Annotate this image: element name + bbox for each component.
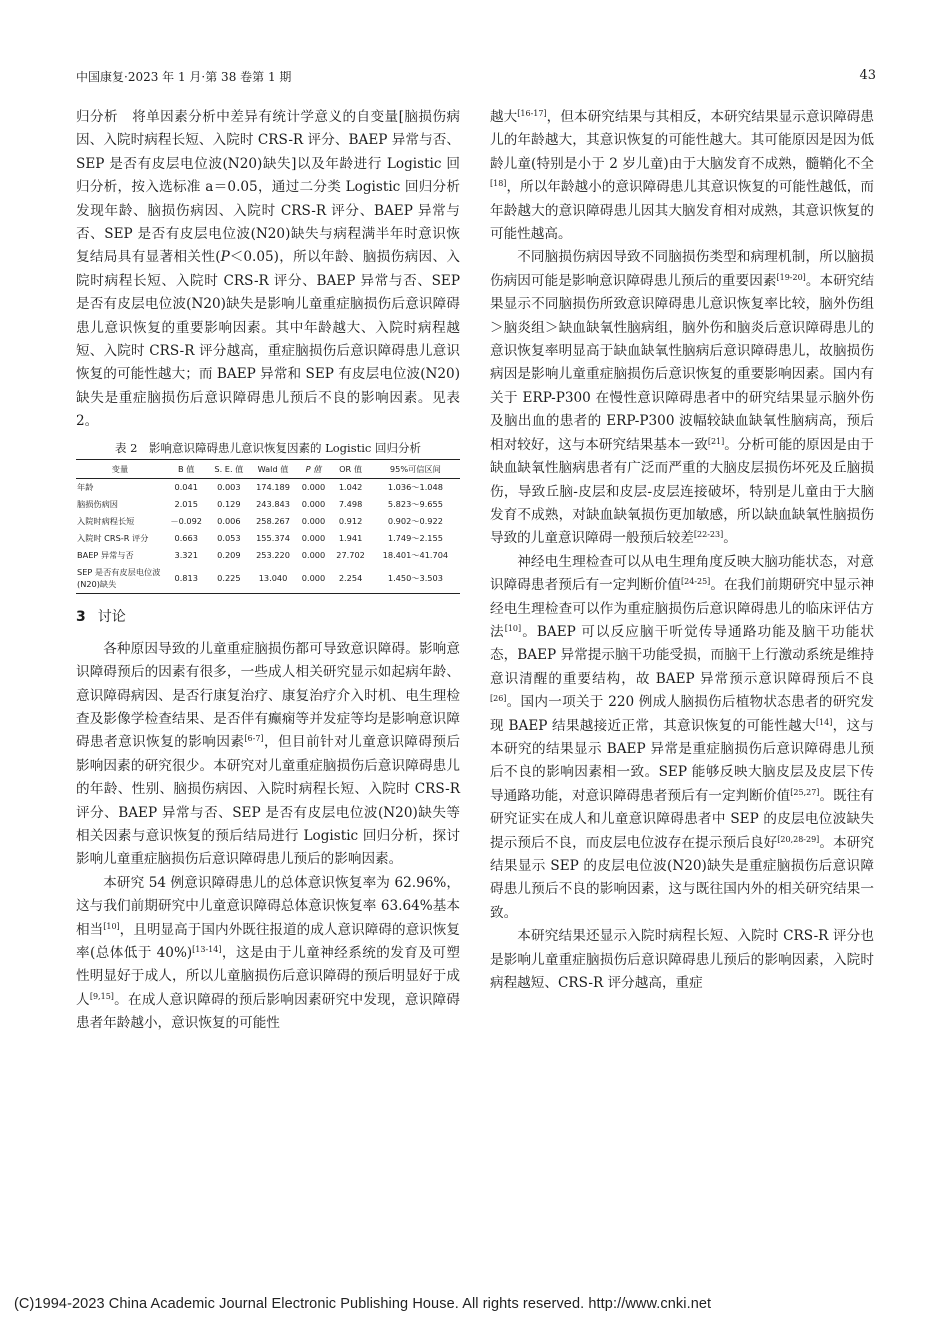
table-cell: 入院时病程长短 (77, 516, 135, 527)
left-column (76, 106, 460, 1036)
header-cell: 变量 (111, 463, 129, 474)
results-paragraph: 归分析 将单因素分析中差异有统计学意义的自变量[脑损伤病因、入院时病程长短、入院时 CRS-R 评分、BAEP 异常与否、SEP 是否有皮层电位波(N20)缺失]以及年龄进行 Logistic 回归分析，按入选标准 a＝0.05，通过二分类 Logistic 回归分析发现年龄、脑损伤病因、入院时 CRS-R 评分、BAEP 异常与否、SEP 是否有皮层电位波(N20)缺失与病程满半年时意识恢复结局具有显著相关性(P＜0.05)，所以年龄、脑损伤病因、入院时病程长短、入院时 CRS-R 评分、BAEP 异常与否、SEP 是否有皮层电位波(N20)缺失是影响儿童重症脑损伤后意识障碍患儿意识恢复的重要影响因素。其中年龄越大、入院时病程越短、入院时 CRS-R 评分越高，重症脑损伤后意识障碍患儿意识恢复的可能性越大；而 BAEP 异常和 SEP 有皮层电位波(N20)缺失是重症脑损伤后意识障碍患儿预后不良的影响因素。见表 2。 (76, 109, 460, 430)
table-cell: SEP 是否有皮层电位波(N20)缺失 (77, 567, 161, 590)
header-cell: P 值 (305, 463, 322, 474)
discussion-paragraph: 神经电生理检查可以从电生理角度反映大脑功能状态，对意识障碍患者预后有一定判断价值[24-25]。在我们前期研究中显示神经电生理检查可以作为重症脑损伤后意识障碍患儿的临床评估方法[10]。BAEP 可以反应脑干听觉传导通路功能及脑干功能状态，BAEP 异常提示脑干功能受损，而脑干上行激动系统是维持意识清醒的重要结构，故 BAEP 异常预示意识障碍预后不良[26]。国内一项关于 220 例成人脑损伤后植物状态患者的研究发现 BAEP 结果越接近正常，其意识恢复的可能性越大[14]，这与本研究的结果显示 BAEP 异常是重症脑损伤后意识障碍患儿预后不良的影响因素相一致。SEP 能够反映大脑皮层及皮层下传导通路功能，对意识障碍患者预后有一定判断价值[25,27]。既往有研究证实在成人和儿童意识障碍患者中 SEP 的皮层电位波缺失提示预后不良，而皮层电位波存在提示预后良好[20,28-29]。本研究结果显示 SEP 的皮层电位波(N20)缺失是重症脑损伤后意识障碍患儿预后不良的影响因素，这与既往国内外的相关研究结果一致。 (490, 553, 875, 921)
table-cell: 7.498 (338, 499, 363, 510)
table-cell: 0.006 (217, 516, 241, 527)
page-number: 43 (859, 68, 876, 83)
header-cell: Wald 值 (257, 463, 289, 474)
table-cell: BAEP 异常与否 (77, 550, 134, 561)
table-header-row (76, 459, 460, 478)
section-number: 3 (76, 608, 86, 625)
table-cell: 0.000 (301, 573, 326, 584)
table-cell: 27.702 (336, 550, 365, 561)
section-title: 讨论 (97, 608, 126, 625)
table-row (76, 530, 460, 547)
table-cell: 258.267 (256, 516, 290, 527)
copyright-footer: (C)1994-2023 China Academic Journal Electronic Publishing House. All rights reserved. http://www.cnki.net (14, 1296, 712, 1312)
table-cell: 0.129 (217, 499, 241, 510)
table-row (76, 496, 460, 513)
table-cell: 18.401～41.704 (382, 550, 449, 561)
header-cell: 95%可信区间 (389, 463, 441, 474)
right-column (490, 106, 874, 995)
table-cell: 0.225 (217, 573, 241, 584)
discussion-paragraph: 本研究 54 例意识障碍患儿的总体意识恢复率为 62.96%，这与我们前期研究中儿童意识障碍总体意识恢复率 63.64%基本相当[10]，且明显高于国内外既往报道的成人意识障碍的意识恢复率(总体低于 40%)[13-14]，这是由于儿童神经系统的发育及可塑性明显好于成人，所以儿童脑损伤后意识障碍的预后明显好于成人[9,15]。在成人意识障碍的预后影响因素研究中发现，意识障碍患者年龄越小，意识恢复的可能性 (76, 874, 461, 1032)
table-cell: 年龄 (77, 482, 94, 493)
table-cell: 0.053 (217, 533, 241, 544)
table-cell: 253.220 (256, 550, 290, 561)
table-cell: 0.000 (301, 499, 326, 510)
table-cell: 155.374 (256, 533, 290, 544)
table-cell: 2.254 (338, 573, 363, 584)
table-cell: 入院时 CRS-R 评分 (77, 533, 149, 544)
table-cell: 0.912 (338, 516, 363, 527)
table-cell: 2.015 (174, 499, 198, 510)
table-cell: 174.189 (256, 482, 290, 493)
logistic-regression-table (76, 459, 460, 594)
header-cell: B 值 (178, 463, 195, 474)
discussion-paragraph: 不同脑损伤病因导致不同脑损伤类型和病理机制，所以脑损伤病因可能是影响意识障碍患儿预后的重要因素[19-20]。本研究结果显示不同脑损伤所致意识障碍患儿意识恢复率比较，脑外伤组＞脑炎组＞缺血缺氧性脑病组，脑外伤和脑炎后意识障碍患儿的意识恢复率明显高于缺血缺氧性脑病后意识障碍患儿，故脑损伤病因是影响儿童重症脑损伤后意识恢复的重要影响因素。国内有关于 ERP-P300 在慢性意识障碍患者中的研究结果显示脑外伤及脑出血的患者的 ERP-P300 波幅较缺血缺氧性脑病高，预后相对较好，这与本研究结果基本一致[21]。分析可能的原因是由于缺血缺氧性脑病患者有广泛而严重的大脑皮层损伤坏死及丘脑损伤，导致丘脑-皮层和皮层-皮层连接破坏，特别是儿童由于大脑发育不成熟，对缺血缺氧损伤更加敏感，所以缺血缺氧性脑损伤导致的儿童意识障碍一般预后较差[22-23]。 (490, 249, 875, 547)
section-heading (76, 606, 460, 628)
table-cell: 1.941 (338, 533, 363, 544)
table-cell: 0.041 (174, 482, 198, 493)
table-cell: 1.450～3.503 (387, 573, 443, 584)
table-cell: 0.003 (217, 482, 241, 493)
table-cell: 0.000 (301, 482, 326, 493)
discussion-paragraph: 越大[16-17]，但本研究结果与其相反，本研究结果显示意识障碍患儿的年龄越大，其意识恢复的可能性越大。其可能原因是因为低龄儿童(特别是小于 2 岁儿童)由于大脑发育不成熟，髓鞘化不全[18]，所以年龄越小的意识障碍患儿其意识恢复的可能性越低，而年龄越大的意识障碍患儿因其大脑发育相对成熟，其意识恢复的可能性越高。 (490, 109, 875, 243)
table-cell: 0.209 (217, 550, 241, 561)
header-cell: S. E. 值 (214, 463, 244, 474)
table-2 (76, 439, 460, 594)
table-cell: 1.036～1.048 (387, 482, 443, 493)
table-cell: 13.040 (258, 573, 288, 584)
table-cell: 5.823～9.655 (387, 499, 443, 510)
table-cell: 3.321 (174, 550, 198, 561)
table-cell: 0.000 (301, 533, 326, 544)
table-cell: 0.663 (174, 533, 198, 544)
table-cell: 243.843 (256, 499, 290, 510)
table-cell: 0.000 (301, 550, 326, 561)
table-cell: 0.902～0.922 (387, 516, 443, 527)
journal-info: 中国康复·2023 年 1 月·第 38 卷第 1 期 (76, 70, 292, 84)
table-cell: －0.092 (170, 516, 203, 527)
table-cell: 1.042 (338, 482, 363, 493)
header-cell: OR 值 (339, 463, 363, 474)
table-cell: 0.813 (174, 573, 198, 584)
discussion-paragraph: 本研究结果还显示入院时病程长短、入院时 CRS-R 评分也是影响儿童重症脑损伤后意识障碍患儿预后的影响因素，入院时病程越短、CRS-R 评分越高，重症 (490, 928, 874, 992)
table-cell: 脑损伤病因 (77, 499, 118, 510)
table-cell: 1.749～2.155 (387, 533, 443, 544)
discussion-paragraph: 各种原因导致的儿童重症脑损伤都可导致意识障碍。影响意识障碍预后的因素有很多，一些成人相关研究显示如起病年龄、意识障碍病因、是否行康复治疗、康复治疗介入时机、电生理检查及影像学检查结果、是否伴有癫痫等并发症等均是影响意识障碍患者意识恢复的影响因素[6-7]，但目前针对儿童意识障碍预后影响因素的研究很少。本研究对儿童重症脑损伤后意识障碍患儿的年龄、性别、脑损伤病因、入院时病程长短、入院时 CRS-R 评分、BAEP 异常与否、SEP 是否有皮层电位波(N20)缺失等相关因素与意识恢复的预后结局进行 Logistic 回归分析，探讨影响儿童重症脑损伤后意识障碍患儿预后的影响因素。 (76, 640, 461, 868)
table-cell: 0.000 (301, 516, 326, 527)
running-header (76, 68, 876, 90)
table-row (76, 478, 460, 496)
table-row (76, 513, 460, 530)
table-row (76, 547, 460, 564)
table-row (76, 564, 460, 594)
table-caption: 表 2 影响意识障碍患儿意识恢复因素的 Logistic 回归分析 (114, 440, 422, 455)
